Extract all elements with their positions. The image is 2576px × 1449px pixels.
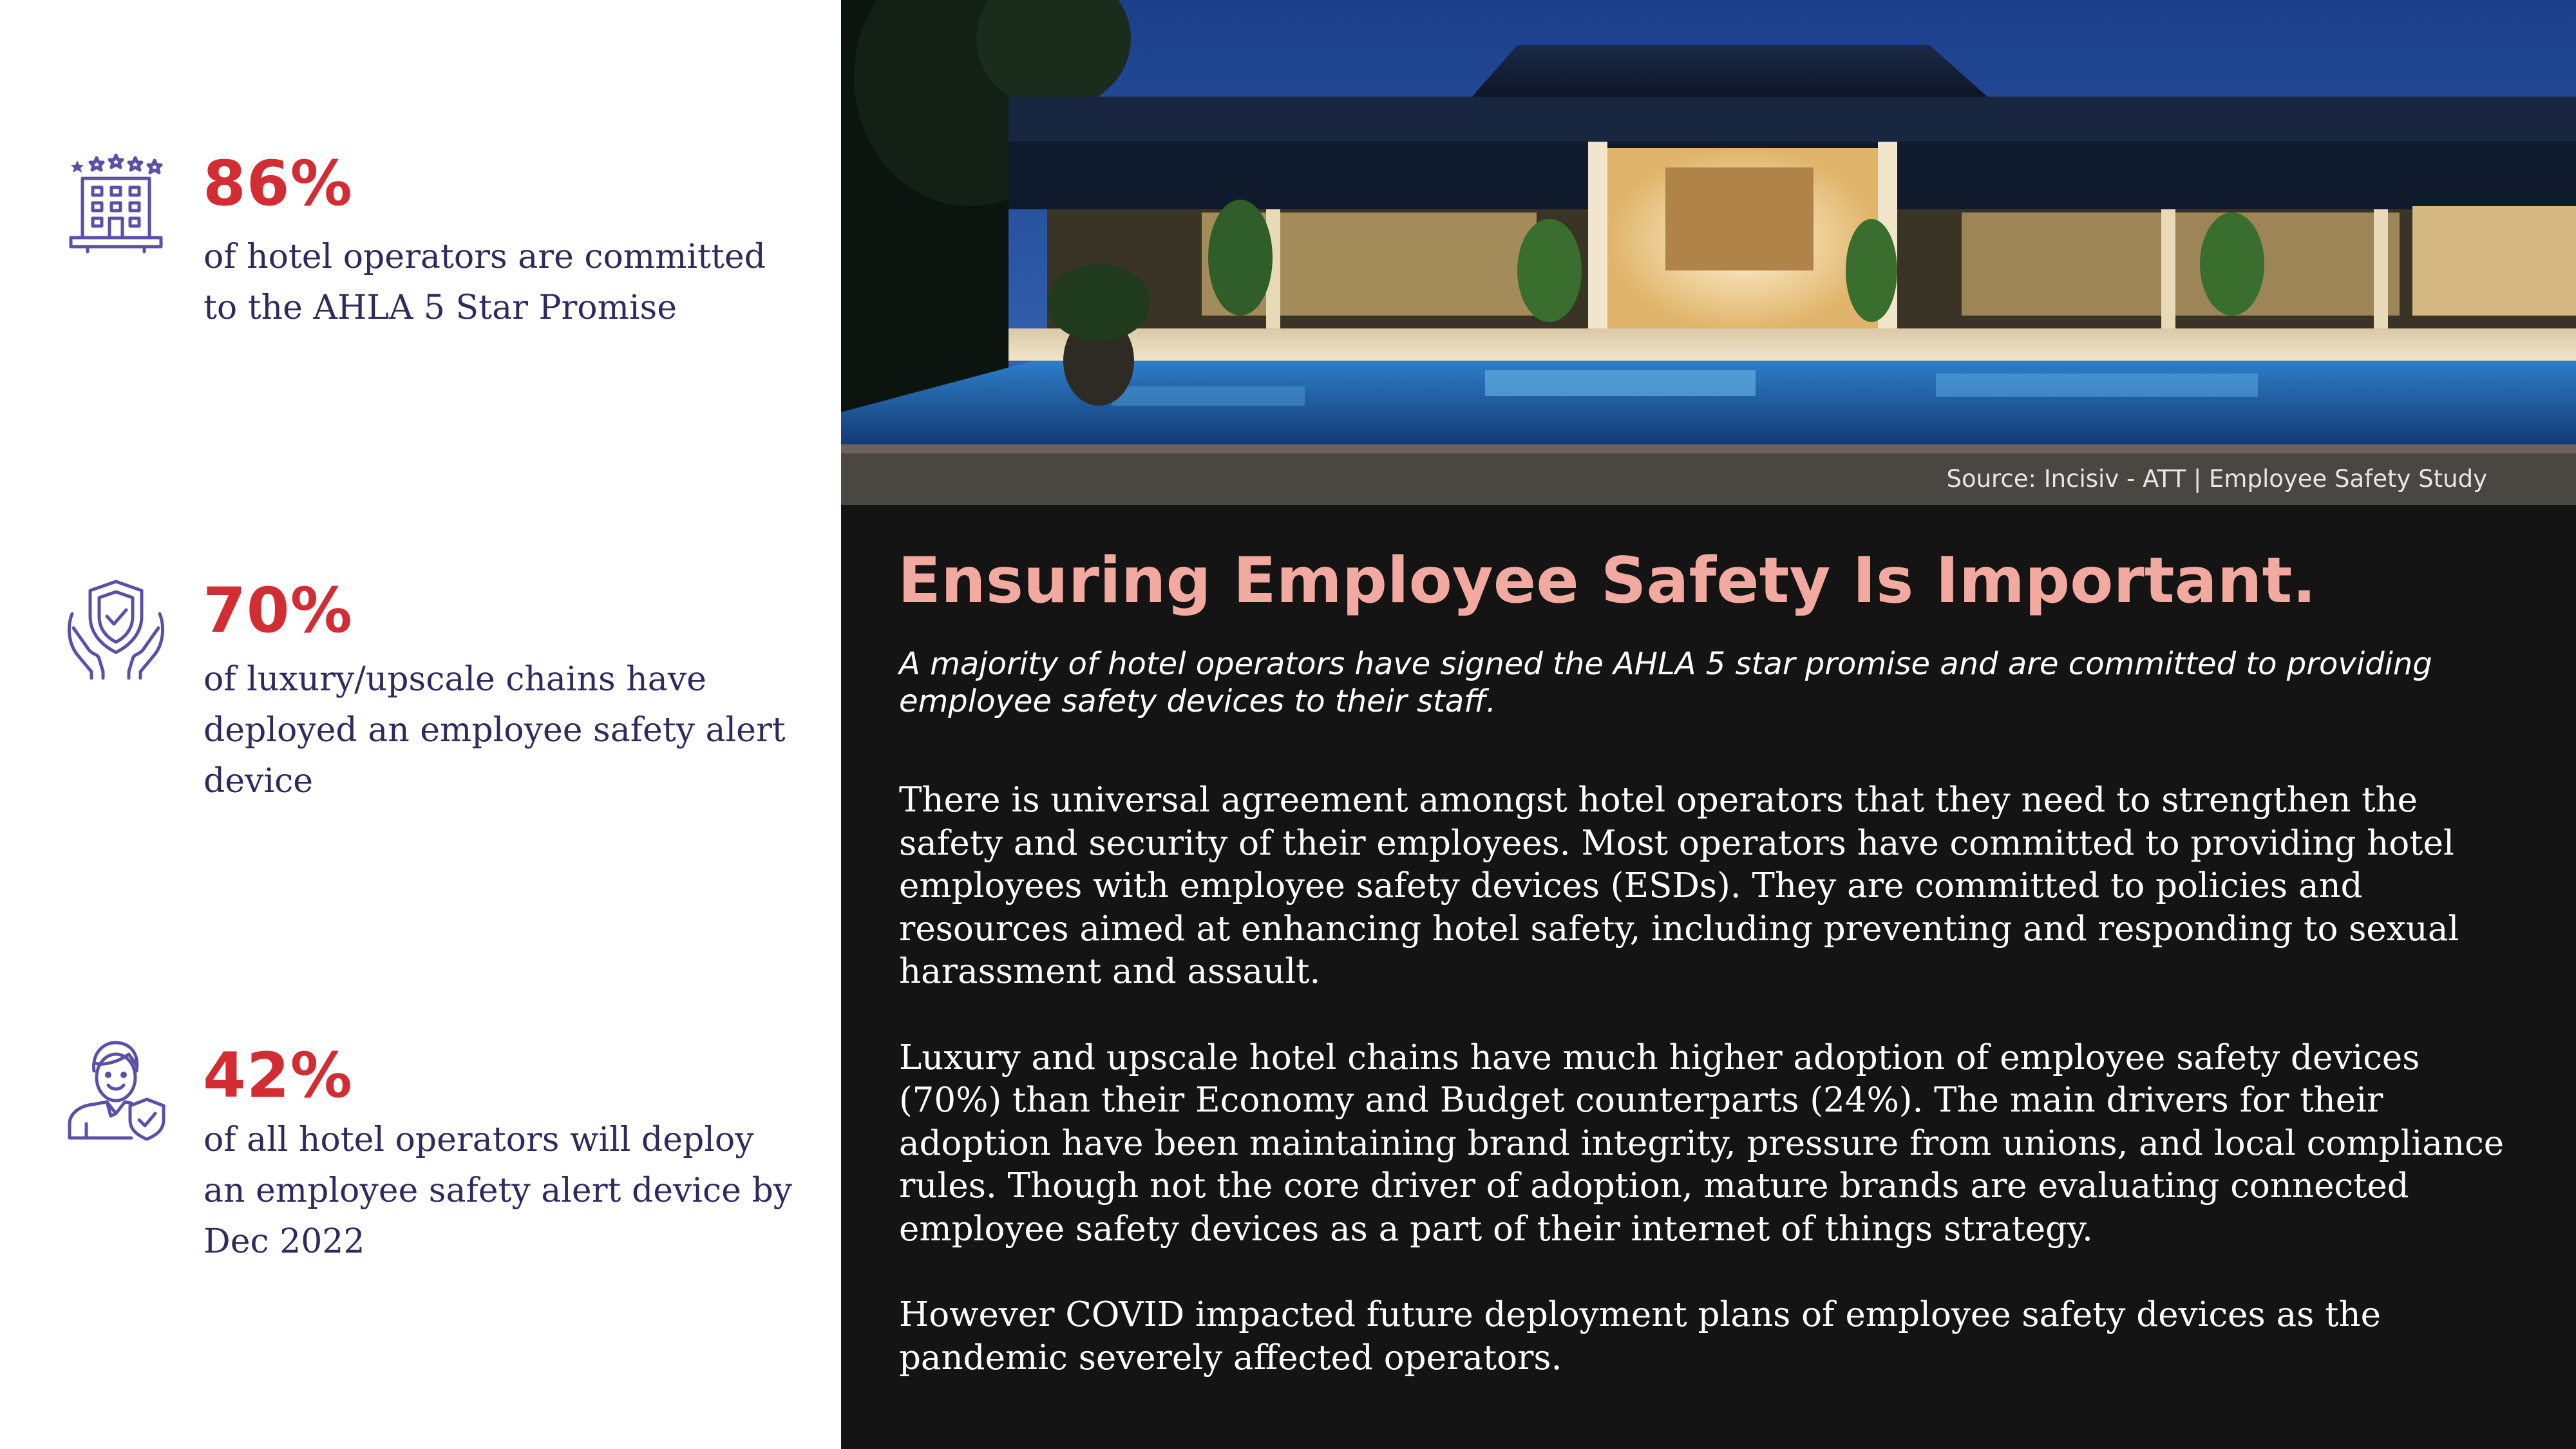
paragraph: Luxury and upscale hotel chains have much higher adoption of employee safety devices (70%) than their Economy and Budget counterparts (24%). The main drivers for their adoption have been maintaining brand integrity, pressure from unions, and local compliance rules. Though not the core driver of adoption, mature brands are evaluating connected employee safety devices as a part of their internet of things strategy.	[899, 1037, 2505, 1249]
paragraph: There is universal agreement amongst hotel operators that they need to strengthen the safety and security of their employees. Most operators have committed to providing hotel employees with employee safety devices (ESDs). They are committed to policies and resources aimed at enhancing hotel safety, including preventing and responding to sexual harassment and assault.	[899, 781, 2459, 991]
stat-line: device	[204, 762, 313, 800]
page-title: Ensuring Employee Safety Is Important.	[898, 544, 2316, 618]
stat-line: Dec 2022	[204, 1222, 365, 1261]
stat-percent: 86%	[203, 147, 353, 220]
stat-percent: 42%	[203, 1039, 353, 1112]
page-subtitle: A majority of hotel operators have signed the AHLA 5 star promise and are committed to providing employee safety devices to their staff.	[899, 646, 2432, 719]
stat-line: deployed an employee safety alert	[204, 711, 786, 750]
paragraph: However COVID impacted future deployment plans of employee safety devices as the pandemic severely affected operators.	[899, 1295, 2382, 1378]
body-text	[899, 779, 2522, 1423]
stat-line: an employee safety alert device by	[204, 1171, 793, 1210]
stat-description	[204, 654, 796, 807]
stat-line: of all hotel operators will deploy	[204, 1121, 754, 1159]
stat-line: of luxury/upscale chains have	[204, 660, 706, 699]
shield-hands-icon	[64, 578, 167, 681]
stat-percent: 70%	[203, 574, 353, 647]
hotel-stars-icon	[64, 151, 167, 254]
stat-description	[204, 1115, 796, 1267]
stats-column	[0, 0, 841, 1449]
stat-description	[204, 232, 796, 334]
content-panel	[841, 0, 2576, 1449]
photo-source-caption: Source: Incisiv - ATT | Employee Safety Study	[1946, 465, 2487, 493]
stat-line: to the AHLA 5 Star Promise	[204, 289, 677, 327]
stat-line: of hotel operators are committed	[204, 238, 766, 276]
employee-shield-icon	[64, 1037, 167, 1141]
hotel-pool-photo	[841, 0, 2576, 505]
